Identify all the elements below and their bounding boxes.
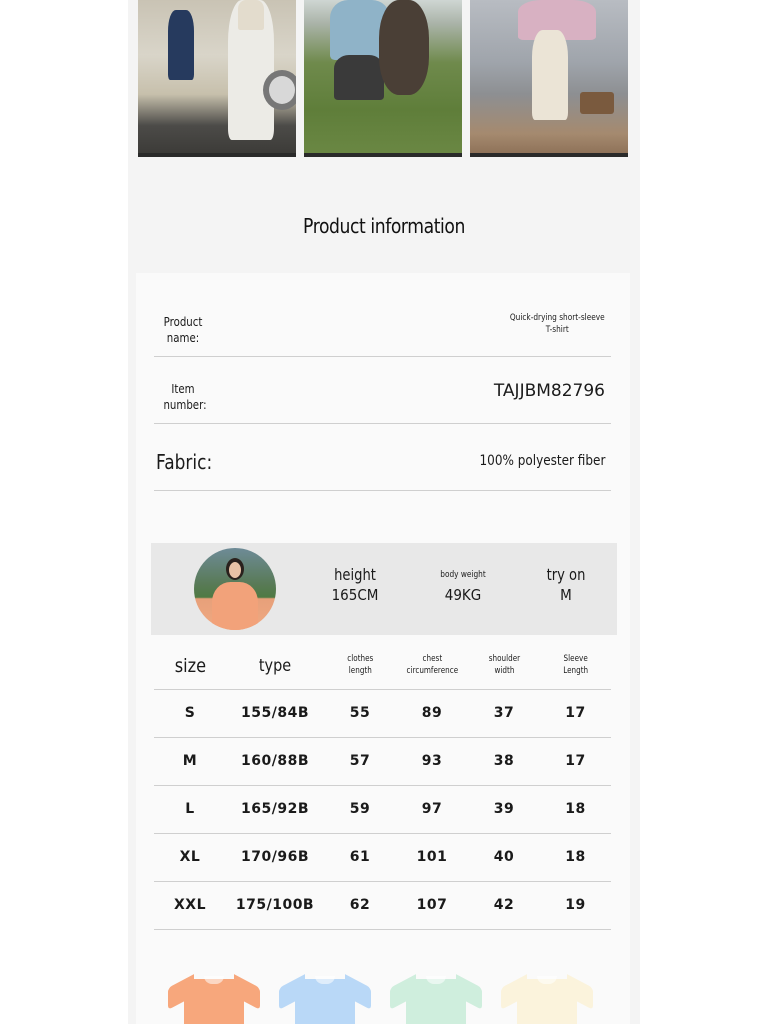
tshirt-swatch-icon[interactable]: [388, 973, 484, 1024]
photo-model-with-dog: [304, 0, 462, 157]
table-cell: 39: [468, 785, 540, 833]
info-label: Item number:: [163, 382, 207, 412]
fit-height-value: 165CM: [331, 586, 379, 604]
column-header: chest circumference: [396, 643, 468, 689]
table-cell: 165/92B: [226, 785, 324, 833]
fit-tryon-value: M: [560, 586, 572, 604]
table-cell: 37: [468, 689, 540, 737]
info-value: 100% polyester fiber: [479, 453, 605, 469]
table-cell: 18: [540, 785, 611, 833]
color-swatches: [166, 973, 606, 1024]
column-header: shoulder width: [468, 643, 540, 689]
column-header: clothes length: [324, 643, 396, 689]
info-label: Fabric:: [156, 450, 213, 474]
fit-height: [311, 565, 399, 604]
product-detail-page: [128, 0, 640, 1024]
table-cell: 17: [540, 737, 611, 785]
model-fit-band: [151, 543, 617, 635]
info-value: TAJJBM82796: [493, 381, 605, 401]
table-cell: 42: [468, 881, 540, 929]
table-cell: 107: [396, 881, 468, 929]
photo-model-with-car: [138, 0, 296, 157]
table-cell: 17: [540, 689, 611, 737]
table-cell: 61: [324, 833, 396, 881]
product-info-card: [136, 273, 630, 1024]
fit-height-label: height: [334, 565, 376, 584]
fit-tryon-label: try on: [546, 565, 586, 584]
table-cell: 62: [324, 881, 396, 929]
info-row-fabric: [154, 424, 611, 491]
tshirt-swatch-icon[interactable]: [277, 973, 373, 1024]
table-cell: 155/84B: [226, 689, 324, 737]
photo-model-on-rooftop: [470, 0, 628, 157]
table-cell: 19: [540, 881, 611, 929]
table-row: [154, 881, 611, 929]
column-header: type: [226, 643, 324, 689]
table-row: [154, 833, 611, 881]
table-cell: 55: [324, 689, 396, 737]
table-cell: XL: [154, 833, 226, 881]
info-row-product-name: [154, 273, 611, 357]
info-value: Quick-drying short-sleeve T-shirt: [510, 313, 605, 335]
table-cell: 59: [324, 785, 396, 833]
table-row: [154, 689, 611, 737]
tshirt-swatch-icon[interactable]: [166, 973, 262, 1024]
table-cell: 89: [396, 689, 468, 737]
table-cell: 101: [396, 833, 468, 881]
column-header: Sleeve Length: [540, 643, 611, 689]
info-label: Product name:: [163, 315, 203, 345]
table-cell: 175/100B: [226, 881, 324, 929]
column-header: size: [154, 643, 226, 689]
size-chart-header-row: [154, 643, 611, 689]
fit-weight-label: body weight: [440, 570, 486, 580]
info-row-item-number: [154, 357, 611, 424]
table-row: [154, 785, 611, 833]
table-cell: 57: [324, 737, 396, 785]
table-cell: 18: [540, 833, 611, 881]
table-cell: 97: [396, 785, 468, 833]
fit-weight-value: 49KG: [444, 586, 482, 604]
table-cell: 38: [468, 737, 540, 785]
model-avatar: [194, 548, 276, 630]
section-title: Product information: [303, 214, 465, 238]
tshirt-swatch-icon[interactable]: [499, 973, 595, 1024]
table-row: [154, 737, 611, 785]
size-chart-table: [154, 643, 611, 930]
fit-tryon: [522, 565, 610, 604]
table-cell: L: [154, 785, 226, 833]
table-cell: 160/88B: [226, 737, 324, 785]
fit-weight: [419, 565, 507, 604]
table-cell: 170/96B: [226, 833, 324, 881]
table-cell: M: [154, 737, 226, 785]
table-cell: 93: [396, 737, 468, 785]
lifestyle-photo-strip: [138, 0, 628, 157]
table-cell: XXL: [154, 881, 226, 929]
table-cell: 40: [468, 833, 540, 881]
table-cell: S: [154, 689, 226, 737]
